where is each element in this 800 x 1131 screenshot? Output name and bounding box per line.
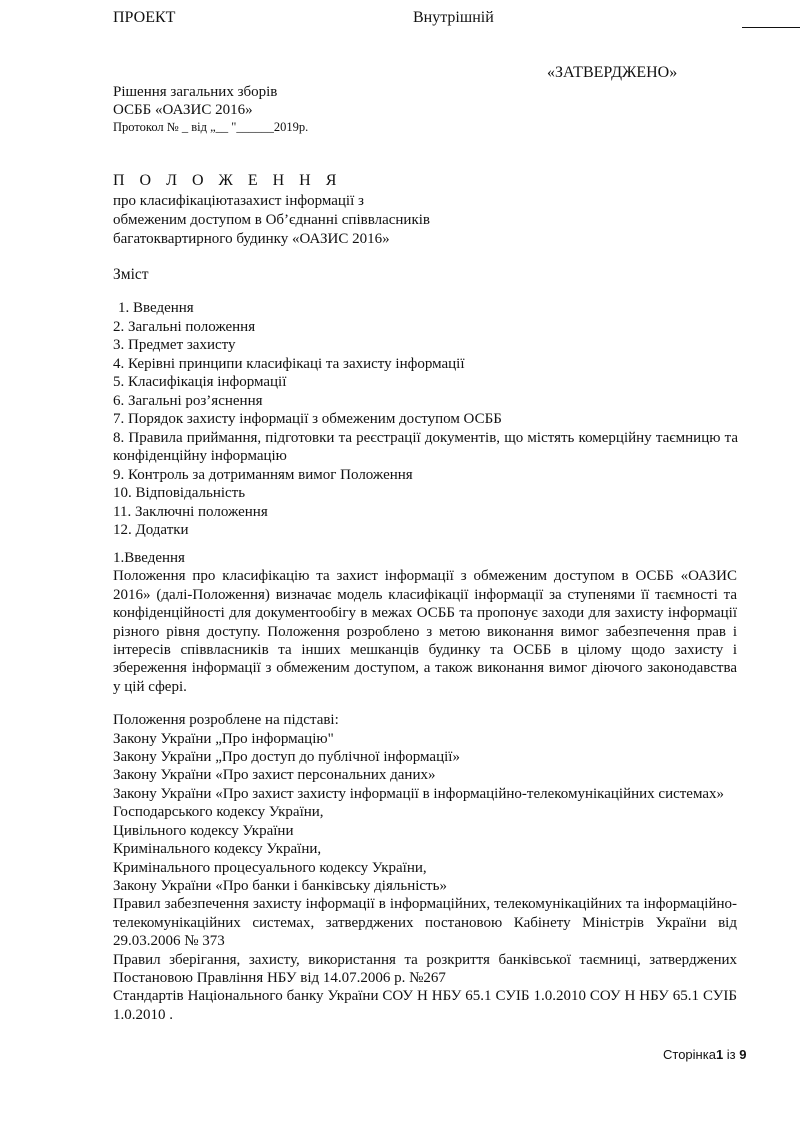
page-total: 9 [739, 1047, 747, 1062]
basis-item: Кримінального процесуального кодексу України, [113, 859, 427, 876]
protocol-line: Протокол № _ від „__ "______2019р. [113, 120, 309, 134]
toc-item: 2. Загальні положення [113, 318, 256, 335]
paragraph-spacer [113, 696, 737, 711]
intro-paragraph: Положення про класифікацію та захист інформації з обмеженим доступом в ОСББ «ОАЗИС 2016» (далі-Положення) визначає модель класифікації інформації за ступенями її таємності та конфіденційності для документообігу в межах ОСББ та пропонує заходи для захисту інформації різного рівня доступу. Положення розроблено з метою виконання вимог забезпечення прав і інтересів співвласників та інших мешканців будинку та ОСББ в цілому щодо захисту і збереження інформації з обмеженим доступом, а також виконання вимог діючого законодавства у цій сфері. [113, 568, 737, 695]
toc-item: 6. Загальні роз’яснення [113, 392, 263, 409]
toc-item: 9. Контроль за дотриманням вимог Положення [113, 466, 413, 483]
page-current: 1 [715, 1047, 724, 1062]
basis-item: Кримінального кодексу України, [113, 841, 322, 858]
basis-item: Закону України «Про захист персональних даних» [113, 767, 436, 784]
basis-item: Закону України „Про доступ до публічної інформації» [113, 749, 460, 766]
basis-item: Правил забезпечення захисту інформації в інформаційних, телекомунікаційних та інформаційно-телекомунікаційних системах, затверджених постановою Кабінету Міністрів України від 29.03.2006 № 373 [113, 896, 737, 950]
header-classification-label: Внутрішній [413, 9, 494, 26]
document-subtitle-line-2: обмеженим доступом в Об’єднанні співвласників [113, 212, 430, 228]
toc-item: 5. Класифікація інформації [113, 374, 287, 390]
toc-heading: Зміст [113, 266, 149, 283]
toc-item: 8. Правила приймання, підготовки та реєстрації документів, що містять комерційну таємницю та конфіденційну інформацію [113, 429, 738, 464]
page-label: Сторінка [663, 1047, 716, 1062]
document-subtitle-line-1: про класифікаціютазахист інформації з [113, 193, 364, 209]
toc-item: 7. Порядок захисту інформації з обмеженим доступом ОСББ [113, 411, 502, 427]
basis-item: Закону України «Про захист захисту інформації в інформаційно-телекомунікаційних системах» [113, 785, 725, 802]
toc-item: 4. Керівні принципи класифікаці та захисту інформації [113, 355, 465, 372]
approval-stamp-text: «ЗАТВЕРДЖЕНО» [547, 64, 678, 81]
toc-item: 10. Відповідальність [113, 485, 246, 501]
basis-item: Цивільного кодексу України [113, 822, 294, 839]
basis-item: Закону України «Про банки і банківську діяльність» [113, 877, 447, 894]
basis-item: Стандартів Національного банку України СОУ Н НБУ 65.1 СУІБ 1.0.2010 СОУ Н НБУ 65.1 СУІБ 1.0.2010 . [113, 988, 737, 1023]
page-separator: із [723, 1047, 740, 1062]
toc-item: 11. Заключні положення [113, 503, 268, 520]
document-body [113, 549, 737, 1024]
basis-item: Закону України „Про інформацію" [113, 730, 334, 747]
toc-item: 12. Додатки [113, 522, 189, 538]
toc-item: 1. Введення [118, 300, 194, 316]
table-of-contents [113, 299, 738, 540]
document-subtitle-line-3: багатоквартирного будинку «ОАЗИС 2016» [113, 231, 390, 247]
basis-item: Правил зберігання, захисту, використання та розкриття банківської таємниці, затверджених Постановою Правління НБУ від 14.07.2006 р. №267 [113, 951, 737, 986]
intro-heading: 1.Введення [113, 550, 185, 566]
page-number-footer [663, 1047, 746, 1062]
header-rule [742, 27, 800, 28]
basis-heading: Положення розроблене на підставі: [113, 712, 339, 729]
toc-item: 3. Предмет захисту [113, 337, 236, 353]
basis-item: Господарського кодексу України, [113, 804, 324, 821]
document-title: П О Л О Ж Е Н Н Я [113, 172, 342, 189]
decision-line-2: ОСББ «ОАЗИС 2016» [113, 102, 253, 118]
decision-line-1: Рішення загальних зборів [113, 84, 278, 100]
header-left-label: ПРОЕКТ [113, 9, 176, 26]
